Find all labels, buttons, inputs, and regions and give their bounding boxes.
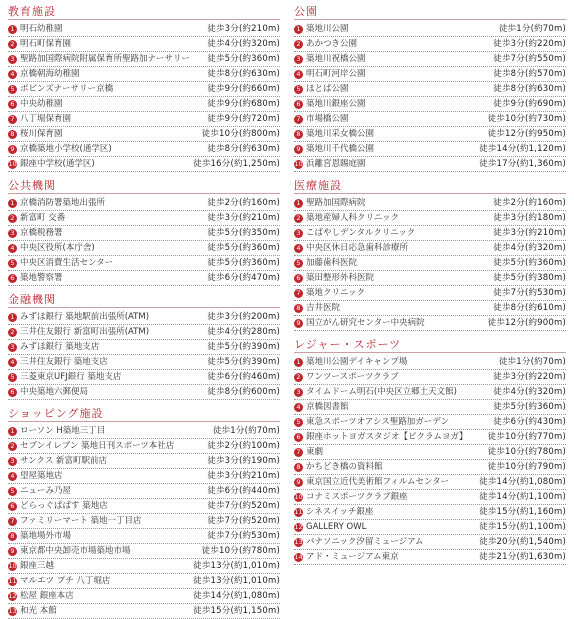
number-badge: 2 <box>8 442 17 451</box>
section-right-0 <box>294 4 566 172</box>
facility-name: 東京国立近代美術館フィルムセンター <box>306 477 450 487</box>
section-right-2 <box>294 337 566 565</box>
walk-time: 徒歩5分(約360m) <box>207 258 280 268</box>
facility-row <box>8 559 280 574</box>
walk-time: 徒歩15分(約1,160m) <box>479 507 566 517</box>
facility-name: 東劇 <box>306 447 324 457</box>
walk-time: 徒歩1分(約70m) <box>498 24 566 34</box>
facility-row <box>8 67 280 82</box>
facility-name: 望屋築地店 <box>20 471 63 481</box>
number-badge: 3 <box>294 55 303 64</box>
walk-time: 徒歩10分(約780m) <box>487 447 566 457</box>
facility-row <box>8 127 280 142</box>
facility-name: 銀座中学校(通学区) <box>20 159 95 169</box>
walk-time: 徒歩3分(約210m) <box>207 213 280 223</box>
facility-name: 聖路加国際病院 <box>306 198 366 208</box>
facility-name: 京橋税務署 <box>20 228 63 238</box>
facility-name: 東京都中央卸売市場築地市場 <box>20 546 131 556</box>
number-badge: 1 <box>294 199 303 208</box>
facility-row <box>8 355 280 370</box>
number-badge: 5 <box>8 259 17 268</box>
facility-row <box>294 127 566 142</box>
facility-name: 東急スポーツオアシス聖路加ガーデン <box>306 417 450 427</box>
walk-time: 徒歩9分(約690m) <box>493 99 566 109</box>
facility-row <box>8 211 280 226</box>
facility-row <box>8 544 280 559</box>
facility-name: みずほ銀行 築地駅前出張所(ATM) <box>20 312 150 322</box>
number-badge: 12 <box>8 591 17 600</box>
facility-name: 築地場外市場 <box>20 531 72 541</box>
facility-name: 築地川公園デイキャンプ場 <box>306 357 408 367</box>
number-badge: 4 <box>8 70 17 79</box>
number-badge: 2 <box>8 328 17 337</box>
facility-row <box>8 241 280 256</box>
number-badge: 5 <box>8 487 17 496</box>
facility-name: 京橋消防署築地出張所 <box>20 198 106 208</box>
number-badge: 13 <box>294 537 303 546</box>
facility-row <box>294 520 566 535</box>
section-title: 教育施設 <box>8 4 280 20</box>
walk-time: 徒歩2分(約160m) <box>207 198 280 208</box>
walk-time: 徒歩9分(約660m) <box>207 84 280 94</box>
facility-row <box>294 385 566 400</box>
facility-name: 明石町保育園 <box>20 39 72 49</box>
number-badge: 3 <box>8 229 17 238</box>
number-badge: 3 <box>8 55 17 64</box>
section-left-1 <box>8 178 280 286</box>
facility-row <box>294 355 566 370</box>
number-badge: 7 <box>8 115 17 124</box>
number-badge: 5 <box>294 259 303 268</box>
facility-name: ワンツースポーツクラブ <box>306 372 399 382</box>
number-badge: 7 <box>8 517 17 526</box>
facility-row <box>294 316 566 331</box>
number-badge: 5 <box>8 85 17 94</box>
walk-time: 徒歩10分(約770m) <box>487 432 566 442</box>
facility-row <box>8 499 280 514</box>
facility-name: 和光 本館 <box>20 606 57 616</box>
facility-row <box>294 211 566 226</box>
number-badge: 4 <box>294 244 303 253</box>
walk-time: 徒歩8分(約570m) <box>493 69 566 79</box>
facility-row <box>8 340 280 355</box>
section-title: 医療施設 <box>294 178 566 194</box>
facility-name: 三菱東京UFJ銀行 築地支店 <box>20 372 122 382</box>
right-column <box>294 4 566 599</box>
facility-name: 築地川采女橋公園 <box>306 129 375 139</box>
facility-row <box>294 445 566 460</box>
walk-time: 徒歩6分(約430m) <box>493 417 566 427</box>
facility-name: 中央区休日応急歯科診療所 <box>306 243 409 253</box>
walk-time: 徒歩4分(約320m) <box>493 387 566 397</box>
walk-time: 徒歩2分(約100m) <box>207 441 280 451</box>
facility-list <box>8 22 280 172</box>
facility-row <box>8 97 280 112</box>
facility-row <box>8 226 280 241</box>
facility-name: かちどき橋の資料館 <box>306 462 383 472</box>
facility-row <box>8 157 280 172</box>
walk-time: 徒歩9分(約720m) <box>207 114 280 124</box>
facility-list <box>294 196 566 331</box>
facility-name: パナソニック汐留ミュージアム <box>306 537 424 547</box>
facility-name: サンクス 新富町駅前店 <box>20 456 108 466</box>
left-column <box>8 4 280 616</box>
walk-time: 徒歩14分(約1,120m) <box>479 144 566 154</box>
number-badge: 6 <box>294 100 303 109</box>
facility-list <box>8 424 280 619</box>
number-badge: 9 <box>8 145 17 154</box>
walk-time: 徒歩21分(約1,630m) <box>479 552 566 562</box>
facility-row <box>294 112 566 127</box>
facility-row <box>294 415 566 430</box>
number-badge: 4 <box>8 244 17 253</box>
walk-time: 徒歩5分(約360m) <box>493 258 566 268</box>
number-badge: 6 <box>8 502 17 511</box>
walk-time: 徒歩7分(約530m) <box>493 288 566 298</box>
facility-name: ほとぱ公園 <box>306 84 349 94</box>
walk-time: 徒歩12分(約900m) <box>487 318 566 328</box>
facility-row <box>294 535 566 550</box>
facility-name: 築地川祝橋公園 <box>306 54 366 64</box>
walk-time: 徒歩3分(約220m) <box>493 372 566 382</box>
number-badge: 2 <box>294 214 303 223</box>
number-badge: 11 <box>294 507 303 516</box>
walk-time: 徒歩12分(約950m) <box>487 129 566 139</box>
number-badge: 1 <box>8 427 17 436</box>
facility-row <box>8 484 280 499</box>
section-title: レジャー・スポーツ <box>294 337 566 353</box>
walk-time: 徒歩8分(約630m) <box>493 84 566 94</box>
walk-time: 徒歩15分(約1,100m) <box>479 522 566 532</box>
walk-time: 徒歩13分(約1,010m) <box>193 576 280 586</box>
facility-name: 聖路加国際病院附属保育所聖路加ナーサリー <box>20 54 191 64</box>
number-badge: 3 <box>8 343 17 352</box>
walk-time: 徒歩7分(約550m) <box>493 54 566 64</box>
facility-row <box>8 385 280 400</box>
walk-time: 徒歩6分(約460m) <box>207 372 280 382</box>
facility-row <box>294 475 566 490</box>
walk-time: 徒歩5分(約390m) <box>207 342 280 352</box>
walk-time: 徒歩7分(約520m) <box>207 501 280 511</box>
facility-name: 八丁堀保育園 <box>20 114 72 124</box>
number-badge: 1 <box>8 199 17 208</box>
section-title: 公共機関 <box>8 178 280 194</box>
section-left-3 <box>8 406 280 619</box>
facility-list <box>294 22 566 172</box>
facility-row <box>294 97 566 112</box>
facility-name: 桜川保育園 <box>20 129 63 139</box>
facility-row <box>8 325 280 340</box>
facility-row <box>294 505 566 520</box>
number-badge: 6 <box>8 388 17 397</box>
facility-row <box>294 82 566 97</box>
section-left-2 <box>8 292 280 400</box>
walk-time: 徒歩5分(約390m) <box>207 357 280 367</box>
facility-row <box>294 286 566 301</box>
walk-time: 徒歩5分(約360m) <box>493 402 566 412</box>
facility-name: シネスイッチ銀座 <box>306 507 374 517</box>
facility-row <box>8 529 280 544</box>
facility-name: ローソン H築地三丁目 <box>20 426 106 436</box>
walk-time: 徒歩7分(約530m) <box>207 531 280 541</box>
facility-row <box>294 37 566 52</box>
number-badge: 7 <box>294 115 303 124</box>
facility-row <box>294 256 566 271</box>
facility-name: 中央区消費生活センター <box>20 258 114 268</box>
number-badge: 1 <box>8 25 17 34</box>
number-badge: 5 <box>294 418 303 427</box>
facility-row <box>294 490 566 505</box>
facility-row <box>294 196 566 211</box>
number-badge: 6 <box>8 274 17 283</box>
section-title: 公園 <box>294 4 566 20</box>
facility-name: 加藤歯科医院 <box>306 258 358 268</box>
facility-row <box>8 112 280 127</box>
facility-row <box>294 550 566 565</box>
walk-time: 徒歩6分(約470m) <box>207 273 280 283</box>
facility-row <box>294 142 566 157</box>
walk-time: 徒歩7分(約520m) <box>207 516 280 526</box>
facility-name: 浜離宮恩賜庭園 <box>306 159 366 169</box>
walk-time: 徒歩13分(約1,010m) <box>193 561 280 571</box>
section-title: ショッピング施設 <box>8 406 280 422</box>
facility-row <box>8 514 280 529</box>
walk-time: 徒歩8分(約630m) <box>207 69 280 79</box>
facility-name: 銀座ホットヨガスタジオ【ビクラムヨガ】 <box>306 432 468 442</box>
walk-time: 徒歩3分(約210m) <box>493 228 566 238</box>
facility-row <box>294 22 566 37</box>
facility-row <box>8 310 280 325</box>
facility-name: 市場橋公園 <box>306 114 349 124</box>
facility-row <box>8 256 280 271</box>
facility-row <box>8 196 280 211</box>
walk-time: 徒歩3分(約210m) <box>207 24 280 34</box>
facility-name: アド・ミュージアム東京 <box>306 552 399 562</box>
walk-time: 徒歩5分(約360m) <box>207 54 280 64</box>
number-badge: 7 <box>294 448 303 457</box>
number-badge: 6 <box>294 433 303 442</box>
walk-time: 徒歩5分(約360m) <box>207 243 280 253</box>
number-badge: 10 <box>294 159 303 168</box>
number-badge: 3 <box>294 388 303 397</box>
walk-time: 徒歩15分(約1,150m) <box>193 606 280 616</box>
walk-time: 徒歩8分(約630m) <box>207 144 280 154</box>
facility-row <box>294 460 566 475</box>
facility-row <box>8 589 280 604</box>
facility-name: みずほ銀行 築地支店 <box>20 342 100 352</box>
facility-row <box>8 424 280 439</box>
number-badge: 4 <box>8 472 17 481</box>
walk-time: 徒歩4分(約320m) <box>207 39 280 49</box>
walk-time: 徒歩8分(約600m) <box>207 387 280 397</box>
facility-name: 国立がん研究センター中央病院 <box>306 318 425 328</box>
facility-name: 新富町 交番 <box>20 213 66 223</box>
number-badge: 6 <box>8 100 17 109</box>
number-badge: 2 <box>294 373 303 382</box>
section-title: 金融機関 <box>8 292 280 308</box>
number-badge: 12 <box>294 522 303 531</box>
number-badge: 8 <box>8 532 17 541</box>
facility-name: 明石幼稚園 <box>20 24 63 34</box>
facility-name: 築地川銀座公園 <box>306 99 366 109</box>
facility-name: 築地警察署 <box>20 273 63 283</box>
facility-row <box>8 82 280 97</box>
facility-name: コナミスポーツクラブ銀座 <box>306 492 408 502</box>
facility-row <box>294 430 566 445</box>
facility-name: 京橋図書館 <box>306 402 349 412</box>
walk-time: 徒歩10分(約800m) <box>201 129 280 139</box>
number-badge: 4 <box>294 403 303 412</box>
number-badge: 2 <box>8 214 17 223</box>
number-badge: 9 <box>8 547 17 556</box>
facility-row <box>294 370 566 385</box>
walk-time: 徒歩3分(約210m) <box>207 471 280 481</box>
facility-list <box>8 196 280 286</box>
walk-time: 徒歩4分(約280m) <box>207 327 280 337</box>
walk-time: 徒歩8分(約610m) <box>493 303 566 313</box>
facility-row <box>8 469 280 484</box>
number-badge: 11 <box>8 576 17 585</box>
number-badge: 6 <box>294 274 303 283</box>
number-badge: 8 <box>294 463 303 472</box>
walk-time: 徒歩2分(約160m) <box>493 198 566 208</box>
number-badge: 8 <box>294 304 303 313</box>
number-badge: 1 <box>294 25 303 34</box>
walk-time: 徒歩20分(約1,540m) <box>479 537 566 547</box>
number-badge: 3 <box>8 457 17 466</box>
walk-time: 徒歩6分(約440m) <box>207 486 280 496</box>
facility-row <box>294 301 566 316</box>
facility-list <box>294 355 566 565</box>
facility-row <box>8 52 280 67</box>
facility-row <box>294 400 566 415</box>
facility-row <box>8 37 280 52</box>
facility-name: 三井住友銀行 新富町出張所(ATM) <box>20 327 150 337</box>
facility-name: 中央幼稚園 <box>20 99 63 109</box>
number-badge: 13 <box>8 606 17 615</box>
walk-time: 徒歩1分(約70m) <box>212 426 280 436</box>
walk-time: 徒歩10分(約790m) <box>487 462 566 472</box>
number-badge: 5 <box>8 373 17 382</box>
facility-row <box>294 52 566 67</box>
facility-name: マルエツ プチ 八丁堀店 <box>20 576 111 586</box>
facility-name: GALLERY OWL <box>306 522 367 532</box>
facility-name: 明石町河岸公園 <box>306 69 366 79</box>
number-badge: 2 <box>294 40 303 49</box>
number-badge: 5 <box>294 85 303 94</box>
facility-row <box>8 22 280 37</box>
walk-time: 徒歩5分(約350m) <box>207 228 280 238</box>
facility-list <box>8 310 280 400</box>
number-badge: 10 <box>8 561 17 570</box>
number-badge: 9 <box>294 145 303 154</box>
facility-name: 中央区役所(本庁舎) <box>20 243 95 253</box>
facility-name: ポピンズナーサリー京橋 <box>20 84 114 94</box>
facility-name: タイムドーム明石(中央区立郷土天文館) <box>306 387 457 397</box>
facility-row <box>8 439 280 454</box>
facility-row <box>294 67 566 82</box>
walk-time: 徒歩10分(約780m) <box>201 546 280 556</box>
facility-row <box>8 142 280 157</box>
facility-name: 銀座三越 <box>20 561 55 571</box>
number-badge: 3 <box>294 229 303 238</box>
facility-row <box>8 454 280 469</box>
facility-row <box>294 157 566 172</box>
number-badge: 9 <box>294 478 303 487</box>
facility-name: ファミリーマート 築地一丁目店 <box>20 516 142 526</box>
number-badge: 1 <box>8 313 17 322</box>
facility-name: 築地川公園 <box>306 24 349 34</box>
number-badge: 14 <box>294 552 303 561</box>
facility-name: 築地産婦人科クリニック <box>306 213 399 223</box>
facility-name: 吉井医院 <box>306 303 341 313</box>
walk-time: 徒歩3分(約190m) <box>207 456 280 466</box>
facility-name: こばやしデンタルクリニック <box>306 228 416 238</box>
facility-row <box>8 271 280 286</box>
walk-time: 徒歩16分(約1,250m) <box>193 159 280 169</box>
facility-row <box>8 604 280 619</box>
facility-name: 京橋築地小学校(通学区) <box>20 144 112 154</box>
facility-name: セブンイレブン 築地日刊スポーツ本社店 <box>20 441 175 451</box>
walk-time: 徒歩17分(約1,360m) <box>479 159 566 169</box>
number-badge: 10 <box>294 492 303 501</box>
number-badge: 4 <box>294 70 303 79</box>
walk-time: 徒歩14分(約1,080m) <box>193 591 280 601</box>
walk-time: 徒歩3分(約220m) <box>493 39 566 49</box>
facility-row <box>8 370 280 385</box>
walk-time: 徒歩3分(約180m) <box>493 213 566 223</box>
number-badge: 4 <box>8 358 17 367</box>
facility-name: 中央築地六郵便局 <box>20 387 89 397</box>
facility-name: 三井住友銀行 築地支店 <box>20 357 108 367</box>
facility-row <box>8 574 280 589</box>
walk-time: 徒歩4分(約320m) <box>493 243 566 253</box>
facility-name: ニューみ乃屋 <box>20 486 72 496</box>
section-left-0 <box>8 4 280 172</box>
facility-row <box>294 241 566 256</box>
number-badge: 8 <box>8 130 17 139</box>
walk-time: 徒歩1分(約70m) <box>498 357 566 367</box>
number-badge: 10 <box>8 159 17 168</box>
number-badge: 9 <box>294 319 303 328</box>
walk-time: 徒歩14分(約1,100m) <box>479 492 566 502</box>
walk-time: 徒歩3分(約200m) <box>207 312 280 322</box>
facility-row <box>294 271 566 286</box>
facility-name: 築地川千代橋公園 <box>306 144 375 154</box>
number-badge: 1 <box>294 358 303 367</box>
number-badge: 2 <box>8 40 17 49</box>
section-right-1 <box>294 178 566 331</box>
walk-time: 徒歩10分(約730m) <box>487 114 566 124</box>
number-badge: 7 <box>294 289 303 298</box>
number-badge: 8 <box>294 130 303 139</box>
walk-time: 徒歩5分(約380m) <box>493 273 566 283</box>
facility-name: 京橋朝海幼稚園 <box>20 69 80 79</box>
walk-time: 徒歩9分(約680m) <box>207 99 280 109</box>
facility-name: 築田整形外科医院 <box>306 273 375 283</box>
walk-time: 徒歩14分(約1,080m) <box>479 477 566 487</box>
facility-name: 築地クリニック <box>306 288 365 298</box>
facility-name: 松屋 銀座本店 <box>20 591 74 601</box>
facility-name: あかつき公園 <box>306 39 358 49</box>
facility-row <box>294 226 566 241</box>
facility-name: どらっぐぱぱす 築地店 <box>20 501 108 511</box>
